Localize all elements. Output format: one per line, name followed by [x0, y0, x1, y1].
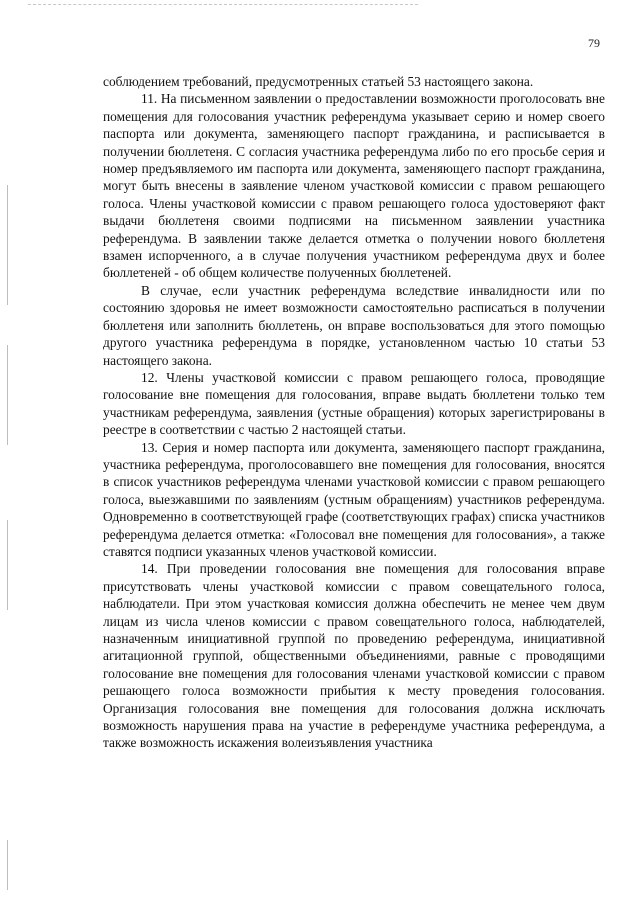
scan-margin-mark [7, 185, 8, 305]
paragraph-14: 14. При проведении голосования вне помещения для голосования вправе присутствовать члены участковой комиссии с правом совещательного голоса, наблюдатели. При этом участковая комиссия должна обеспечить не менее чем двум лицам из числа членов комиссии с правом совещательного голоса, наблюдателей, назначенным инициативной группой по проведению референдума, инициативной агитационной группой, общественными объединениями, равные с проводящими голосование вне помещения для голосования членами участковой комиссии с правом решающего голоса возможности прибытия к месту проведения голосования. Организация голосования вне помещения для голосования должна исключать возможность нарушения права на участие в референдуме участника референдума, а также возможность искажения волеизъявления участника [103, 561, 605, 751]
scan-margin-mark [7, 840, 8, 890]
scan-artifact-top [28, 4, 418, 7]
paragraph-12: 12. Члены участковой комиссии с правом решающего голоса, проводящие голосование вне помещения для голосования, вправе выдать бюллетени только тем участникам референдума, заявления (устные обращения) которых зарегистрированы в реестре в соответствии с частью 2 настоящей статьи. [103, 369, 605, 438]
document-body [103, 73, 605, 752]
paragraph-continuation: соблюдением требований, предусмотренных статьей 53 настоящего закона. [103, 74, 534, 89]
scan-margin-mark [7, 345, 8, 445]
page-number: 79 [588, 36, 600, 50]
paragraph-11-disability: В случае, если участник референдума вследствие инвалидности или по состоянию здоровья не имеет возможности самостоятельно расписаться в получении бюллетеня или заполнить бюллетень, он вправе воспользоваться для этого помощью другого участника референдума в порядке, установленном частью 10 статьи 53 настоящего закона. [103, 282, 605, 368]
paragraph-13: 13. Серия и номер паспорта или документа, заменяющего паспорт гражданина, участника референдума, проголосовавшего вне помещения для голосования, вносятся в список участников референдума членами участковой комиссии с правом решающего голоса, выезжавшими по заявлениям (устным обращениям) участников референдума. Одновременно в соответствующей графе (соответствующих графах) списка участников референдума делается отметка: «Голосовал вне помещения для голосования», а также ставятся подписи указанных членов участковой комиссии. [103, 439, 605, 559]
scan-margin-mark [7, 520, 8, 610]
paragraph-11: 11. На письменном заявлении о предоставлении возможности проголосовать вне помещения для голосования участник референдума указывает серию и номер своего паспорта или документа, заменяющего паспорт гражданина, и расписывается в получении бюллетеня. С согласия участника референдума либо по его просьбе серия и номер предъявляемого им паспорта или документа, заменяющего паспорт гражданина, могут быть внесены в заявление членом участковой комиссии с правом решающего голоса. Члены участковой комиссии с правом решающего голоса удостоверяют факт выдачи бюллетеня своими подписями на письменном заявлении участника референдума. В заявлении также делается отметка о получении нового бюллетеня взамен испорченного, а в случае получения участником референдума двух и более бюллетеней - об общем количестве полученных бюллетеней. [103, 91, 605, 281]
